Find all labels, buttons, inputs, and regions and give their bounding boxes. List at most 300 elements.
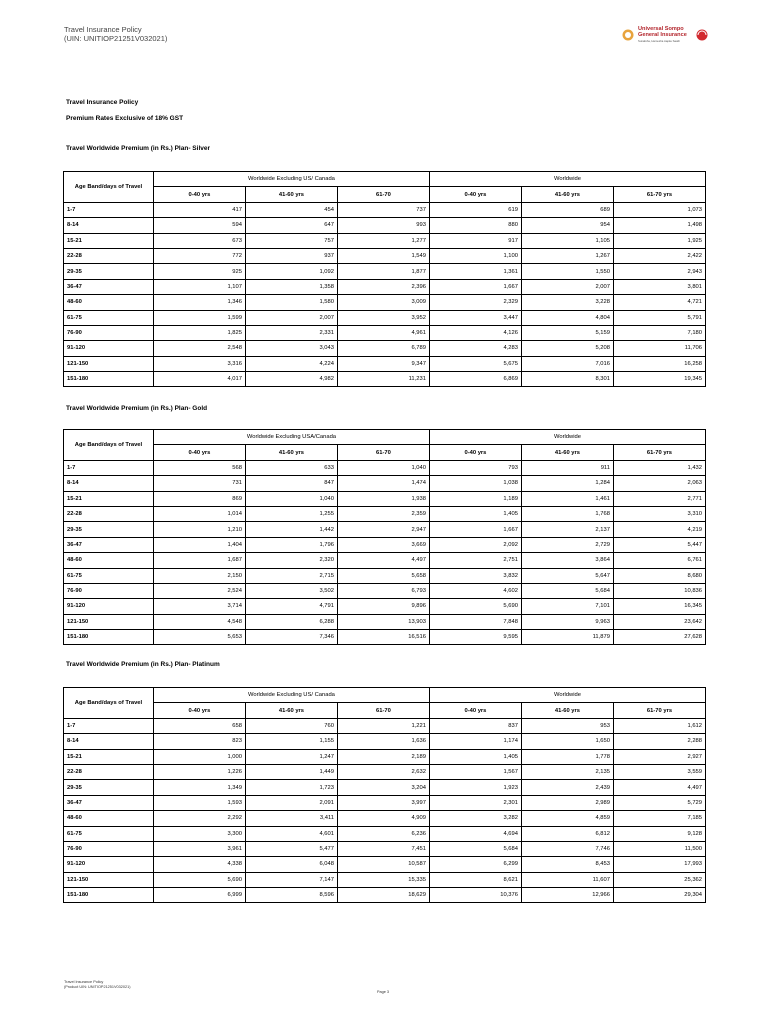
premium-cell: 2,007: [245, 310, 337, 325]
premium-cell: 1,938: [337, 491, 429, 506]
subheader-row: [64, 187, 706, 202]
age-column-header: 41-60 yrs: [245, 445, 337, 460]
premium-cell: 1,925: [613, 233, 705, 248]
premium-cell: 2,943: [613, 264, 705, 279]
premium-cell: 1,404: [153, 537, 245, 552]
table-title-silver: Travel Worldwide Premium (in Rs.) Plan- Silver: [66, 145, 211, 152]
premium-cell: 2,524: [153, 583, 245, 598]
days-band-cell: 61-75: [64, 826, 154, 841]
premium-cell: 4,804: [521, 310, 613, 325]
premium-cell: 11,706: [613, 341, 705, 356]
days-band-cell: 121-150: [64, 356, 154, 371]
header-row: [64, 688, 706, 703]
premium-cell: 5,791: [613, 310, 705, 325]
premium-cell: 1,284: [521, 476, 613, 491]
premium-cell: 17,993: [613, 857, 705, 872]
days-band-cell: 29-35: [64, 264, 154, 279]
premium-cell: 5,690: [429, 599, 521, 614]
age-column-header: 0-40 yrs: [153, 703, 245, 718]
premium-cell: 3,502: [245, 583, 337, 598]
premium-cell: 954: [521, 218, 613, 233]
age-column-header: 41-60 yrs: [521, 187, 613, 202]
premium-cell: 1,361: [429, 264, 521, 279]
table-title-platinum: Travel Worldwide Premium (in Rs.) Plan- Platinum: [66, 661, 220, 668]
days-band-cell: 151-180: [64, 372, 154, 387]
premium-cell: 10,587: [337, 857, 429, 872]
group-header-worldwide: Worldwide: [429, 430, 705, 445]
premium-cell: 3,310: [613, 506, 705, 521]
premium-cell: 8,621: [429, 872, 521, 887]
document-subtitle: Premium Rates Exclusive of 18% GST: [66, 115, 184, 122]
premium-cell: 1,100: [429, 248, 521, 263]
premium-cell: 5,208: [521, 341, 613, 356]
table-row: [64, 295, 706, 310]
premium-cell: 937: [245, 248, 337, 263]
premium-cell: 5,477: [245, 841, 337, 856]
premium-cell: 2,288: [613, 734, 705, 749]
premium-cell: 2,091: [245, 795, 337, 810]
premium-cell: 6,288: [245, 614, 337, 629]
days-band-cell: 1-7: [64, 718, 154, 733]
days-band-cell: 48-60: [64, 811, 154, 826]
premium-cell: 5,684: [521, 583, 613, 598]
premium-cell: 880: [429, 218, 521, 233]
premium-cell: 2,189: [337, 749, 429, 764]
premium-cell: 6,761: [613, 553, 705, 568]
premium-cell: 1,155: [245, 734, 337, 749]
premium-cell: 4,219: [613, 522, 705, 537]
premium-cell: 4,859: [521, 811, 613, 826]
premium-cell: 3,952: [337, 310, 429, 325]
premium-cell: 1,210: [153, 522, 245, 537]
premium-cell: 9,963: [521, 614, 613, 629]
table-row: [64, 341, 706, 356]
days-band-cell: 22-28: [64, 764, 154, 779]
premium-cell: 1,449: [245, 764, 337, 779]
logo-tagline: Suraksha, Hamesha Aapke Saath: [638, 39, 680, 43]
header-policy-name: Travel Insurance Policy: [64, 25, 142, 34]
premium-cell: 16,258: [613, 356, 705, 371]
premium-cell: 2,632: [337, 764, 429, 779]
premium-cell: 1,346: [153, 295, 245, 310]
days-band-cell: 76-90: [64, 325, 154, 340]
table-row: [64, 857, 706, 872]
premium-cell: 7,848: [429, 614, 521, 629]
age-column-header: 61-70 yrs: [613, 703, 705, 718]
premium-cell: 2,422: [613, 248, 705, 263]
premium-cell: 1,092: [245, 264, 337, 279]
premium-cell: 5,159: [521, 325, 613, 340]
table-row: [64, 795, 706, 810]
corner-header: Age Band/days of Travel: [64, 430, 154, 461]
premium-cell: 1,612: [613, 718, 705, 733]
premium-cell: 4,602: [429, 583, 521, 598]
premium-cell: 4,721: [613, 295, 705, 310]
premium-cell: 5,647: [521, 568, 613, 583]
days-band-cell: 121-150: [64, 614, 154, 629]
table-row: [64, 264, 706, 279]
premium-cell: 1,593: [153, 795, 245, 810]
premium-cell: 4,224: [245, 356, 337, 371]
days-band-cell: 91-120: [64, 599, 154, 614]
premium-cell: 2,137: [521, 522, 613, 537]
premium-cell: 2,989: [521, 795, 613, 810]
premium-cell: 731: [153, 476, 245, 491]
premium-cell: 417: [153, 202, 245, 217]
premium-cell: 4,694: [429, 826, 521, 841]
premium-cell: 2,927: [613, 749, 705, 764]
premium-cell: 1,255: [245, 506, 337, 521]
header-policy-info: [64, 26, 167, 43]
table-row: [64, 248, 706, 263]
premium-cell: 2,301: [429, 795, 521, 810]
premium-cell: 9,595: [429, 630, 521, 645]
premium-cell: 911: [521, 460, 613, 475]
premium-cell: 5,658: [337, 568, 429, 583]
premium-cell: 2,063: [613, 476, 705, 491]
age-column-header: 61-70 yrs: [613, 187, 705, 202]
table-row: [64, 476, 706, 491]
table-row: [64, 811, 706, 826]
age-column-header: 0-40 yrs: [153, 445, 245, 460]
days-band-cell: 48-60: [64, 295, 154, 310]
premium-cell: 9,347: [337, 356, 429, 371]
premium-cell: 4,601: [245, 826, 337, 841]
premium-cell: 993: [337, 218, 429, 233]
table-title-gold: Travel Worldwide Premium (in Rs.) Plan- Gold: [66, 405, 208, 412]
days-band-cell: 61-75: [64, 310, 154, 325]
premium-cell: 2,092: [429, 537, 521, 552]
premium-cell: 4,283: [429, 341, 521, 356]
premium-cell: 4,497: [337, 553, 429, 568]
premium-cell: 7,185: [613, 811, 705, 826]
days-band-cell: 22-28: [64, 248, 154, 263]
premium-cell: 9,896: [337, 599, 429, 614]
premium-cell: 29,304: [613, 888, 705, 903]
premium-cell: 23,642: [613, 614, 705, 629]
premium-cell: 1,277: [337, 233, 429, 248]
age-column-header: 0-40 yrs: [153, 187, 245, 202]
logo-line1: Universal Sompo: [638, 26, 684, 32]
days-band-cell: 15-21: [64, 233, 154, 248]
premium-cell: 5,675: [429, 356, 521, 371]
table-row: [64, 568, 706, 583]
table-row: [64, 630, 706, 645]
premium-cell: 19,345: [613, 372, 705, 387]
age-column-header: 61-70 yrs: [613, 445, 705, 460]
logo-line2: General Insurance: [638, 31, 687, 38]
premium-cell: 8,453: [521, 857, 613, 872]
premium-cell: 2,150: [153, 568, 245, 583]
premium-cell: 1,073: [613, 202, 705, 217]
premium-cell: 568: [153, 460, 245, 475]
table-row: [64, 888, 706, 903]
premium-cell: 1,040: [337, 460, 429, 475]
premium-cell: 772: [153, 248, 245, 263]
premium-cell: 594: [153, 218, 245, 233]
table-row: [64, 583, 706, 598]
table-row: [64, 310, 706, 325]
footer-policy-name: Travel Insurance Policy: [64, 980, 104, 984]
premium-cell: 2,715: [245, 568, 337, 583]
premium-cell: 454: [245, 202, 337, 217]
premium-cell: 4,961: [337, 325, 429, 340]
premium-cell: 2,751: [429, 553, 521, 568]
premium-cell: 1,267: [521, 248, 613, 263]
premium-cell: 2,396: [337, 279, 429, 294]
table-row: [64, 522, 706, 537]
days-band-cell: 8-14: [64, 476, 154, 491]
premium-cell: 1,550: [521, 264, 613, 279]
footer-policy-info: [64, 980, 130, 990]
premium-cell: 1,498: [613, 218, 705, 233]
table-row: [64, 202, 706, 217]
premium-cell: 1,580: [245, 295, 337, 310]
premium-cell: 1,038: [429, 476, 521, 491]
table-row: [64, 506, 706, 521]
subheader-row: [64, 445, 706, 460]
premium-cell: 760: [245, 718, 337, 733]
premium-cell: 7,180: [613, 325, 705, 340]
premium-cell: 2,329: [429, 295, 521, 310]
table-row: [64, 780, 706, 795]
table-row: [64, 460, 706, 475]
premium-cell: 8,301: [521, 372, 613, 387]
premium-cell: 8,680: [613, 568, 705, 583]
premium-cell: 3,228: [521, 295, 613, 310]
days-band-cell: 36-47: [64, 537, 154, 552]
premium-cell: 27,628: [613, 630, 705, 645]
premium-cell: 11,500: [613, 841, 705, 856]
age-column-header: 41-60 yrs: [521, 445, 613, 460]
table-row: [64, 491, 706, 506]
age-column-header: 41-60 yrs: [245, 703, 337, 718]
days-band-cell: 121-150: [64, 872, 154, 887]
days-band-cell: 22-28: [64, 506, 154, 521]
age-column-header: 41-60 yrs: [245, 187, 337, 202]
premium-cell: 1,474: [337, 476, 429, 491]
days-band-cell: 29-35: [64, 522, 154, 537]
premium-cell: 5,690: [153, 872, 245, 887]
table-row: [64, 718, 706, 733]
days-band-cell: 48-60: [64, 553, 154, 568]
age-column-header: 61-70: [337, 445, 429, 460]
table-row: [64, 279, 706, 294]
company-logo: [622, 27, 708, 45]
days-band-cell: 91-120: [64, 857, 154, 872]
premium-cell: 2,359: [337, 506, 429, 521]
days-band-cell: 1-7: [64, 460, 154, 475]
premium-cell: 6,793: [337, 583, 429, 598]
days-band-cell: 29-35: [64, 780, 154, 795]
premium-cell: 3,282: [429, 811, 521, 826]
table-row: [64, 233, 706, 248]
premium-cell: 8,596: [245, 888, 337, 903]
premium-cell: 6,869: [429, 372, 521, 387]
premium-cell: 847: [245, 476, 337, 491]
premium-cell: 1,432: [613, 460, 705, 475]
days-band-cell: 76-90: [64, 841, 154, 856]
table-row: [64, 599, 706, 614]
premium-cell: 689: [521, 202, 613, 217]
premium-cell: 1,461: [521, 491, 613, 506]
premium-cell: 658: [153, 718, 245, 733]
days-band-cell: 1-7: [64, 202, 154, 217]
premium-cell: 793: [429, 460, 521, 475]
premium-cell: 917: [429, 233, 521, 248]
corner-header: Age Band/days of Travel: [64, 688, 154, 719]
premium-cell: 2,135: [521, 764, 613, 779]
premium-cell: 9,128: [613, 826, 705, 841]
premium-cell: 4,126: [429, 325, 521, 340]
group-header-excluding-us: Worldwide Excluding US/ Canada: [153, 688, 429, 703]
premium-cell: 13,903: [337, 614, 429, 629]
premium-cell: 925: [153, 264, 245, 279]
premium-cell: 1,174: [429, 734, 521, 749]
premium-cell: 1,768: [521, 506, 613, 521]
premium-cell: 1,667: [429, 522, 521, 537]
table-row: [64, 553, 706, 568]
premium-cell: 3,043: [245, 341, 337, 356]
premium-cell: 1,599: [153, 310, 245, 325]
premium-cell: 1,107: [153, 279, 245, 294]
days-band-cell: 15-21: [64, 491, 154, 506]
premium-cell: 4,909: [337, 811, 429, 826]
days-band-cell: 91-120: [64, 341, 154, 356]
premium-cell: 757: [245, 233, 337, 248]
premium-table-silver: [63, 171, 706, 387]
premium-cell: 2,292: [153, 811, 245, 826]
premium-cell: 7,101: [521, 599, 613, 614]
days-band-cell: 36-47: [64, 279, 154, 294]
table-row: [64, 537, 706, 552]
premium-cell: 5,684: [429, 841, 521, 856]
age-column-header: 0-40 yrs: [429, 703, 521, 718]
premium-cell: 1,877: [337, 264, 429, 279]
table-row: [64, 356, 706, 371]
premium-cell: 3,961: [153, 841, 245, 856]
table-row: [64, 734, 706, 749]
premium-cell: 6,999: [153, 888, 245, 903]
premium-cell: 11,231: [337, 372, 429, 387]
premium-cell: 737: [337, 202, 429, 217]
premium-cell: 7,451: [337, 841, 429, 856]
premium-cell: 4,497: [613, 780, 705, 795]
days-band-cell: 15-21: [64, 749, 154, 764]
premium-cell: 7,746: [521, 841, 613, 856]
premium-cell: 11,607: [521, 872, 613, 887]
premium-cell: 2,771: [613, 491, 705, 506]
days-band-cell: 8-14: [64, 218, 154, 233]
premium-cell: 1,778: [521, 749, 613, 764]
days-band-cell: 36-47: [64, 795, 154, 810]
premium-cell: 3,447: [429, 310, 521, 325]
footer-policy-uin: (Product UIN: UNITIOP21251V032021): [64, 985, 131, 989]
premium-cell: 3,714: [153, 599, 245, 614]
premium-cell: 3,411: [245, 811, 337, 826]
premium-cell: 2,007: [521, 279, 613, 294]
premium-cell: 3,316: [153, 356, 245, 371]
premium-cell: 1,349: [153, 780, 245, 795]
table-row: [64, 325, 706, 340]
premium-cell: 2,548: [153, 341, 245, 356]
table-row: [64, 614, 706, 629]
table-row: [64, 872, 706, 887]
premium-cell: 7,346: [245, 630, 337, 645]
group-header-worldwide: Worldwide: [429, 172, 705, 187]
days-band-cell: 151-180: [64, 630, 154, 645]
premium-cell: 837: [429, 718, 521, 733]
premium-cell: 4,791: [245, 599, 337, 614]
header-row: [64, 430, 706, 445]
premium-cell: 5,729: [613, 795, 705, 810]
premium-table-platinum: [63, 687, 706, 903]
age-column-header: 0-40 yrs: [429, 445, 521, 460]
premium-cell: 3,559: [613, 764, 705, 779]
premium-cell: 647: [245, 218, 337, 233]
premium-cell: 1,796: [245, 537, 337, 552]
premium-cell: 869: [153, 491, 245, 506]
age-column-header: 61-70: [337, 703, 429, 718]
premium-cell: 1,567: [429, 764, 521, 779]
age-column-header: 61-70: [337, 187, 429, 202]
days-band-cell: 151-180: [64, 888, 154, 903]
premium-cell: 2,439: [521, 780, 613, 795]
days-band-cell: 61-75: [64, 568, 154, 583]
premium-cell: 1,687: [153, 553, 245, 568]
premium-cell: 4,017: [153, 372, 245, 387]
premium-cell: 4,338: [153, 857, 245, 872]
premium-cell: 4,982: [245, 372, 337, 387]
subheader-row: [64, 703, 706, 718]
premium-cell: 7,147: [245, 872, 337, 887]
premium-cell: 10,836: [613, 583, 705, 598]
premium-cell: 2,331: [245, 325, 337, 340]
premium-cell: 1,723: [245, 780, 337, 795]
premium-cell: 15,335: [337, 872, 429, 887]
premium-cell: 5,447: [613, 537, 705, 552]
age-column-header: 41-60 yrs: [521, 703, 613, 718]
premium-cell: 12,966: [521, 888, 613, 903]
premium-cell: 5,653: [153, 630, 245, 645]
premium-cell: 6,789: [337, 341, 429, 356]
premium-cell: 1,442: [245, 522, 337, 537]
premium-cell: 2,947: [337, 522, 429, 537]
premium-cell: 2,729: [521, 537, 613, 552]
premium-cell: 619: [429, 202, 521, 217]
age-column-header: 0-40 yrs: [429, 187, 521, 202]
premium-cell: 6,048: [245, 857, 337, 872]
premium-cell: 1,000: [153, 749, 245, 764]
premium-cell: 3,801: [613, 279, 705, 294]
premium-cell: 1,405: [429, 749, 521, 764]
document-title: Travel Insurance Policy: [66, 99, 139, 106]
premium-cell: 1,825: [153, 325, 245, 340]
premium-cell: 2,320: [245, 553, 337, 568]
premium-cell: 1,105: [521, 233, 613, 248]
page-number: Page 3: [377, 990, 390, 994]
premium-cell: 16,345: [613, 599, 705, 614]
premium-cell: 10,376: [429, 888, 521, 903]
premium-cell: 3,832: [429, 568, 521, 583]
premium-cell: 11,879: [521, 630, 613, 645]
header-row: [64, 172, 706, 187]
premium-cell: 25,362: [613, 872, 705, 887]
premium-cell: 3,997: [337, 795, 429, 810]
premium-cell: 3,669: [337, 537, 429, 552]
premium-cell: 1,405: [429, 506, 521, 521]
group-header-worldwide: Worldwide: [429, 688, 705, 703]
